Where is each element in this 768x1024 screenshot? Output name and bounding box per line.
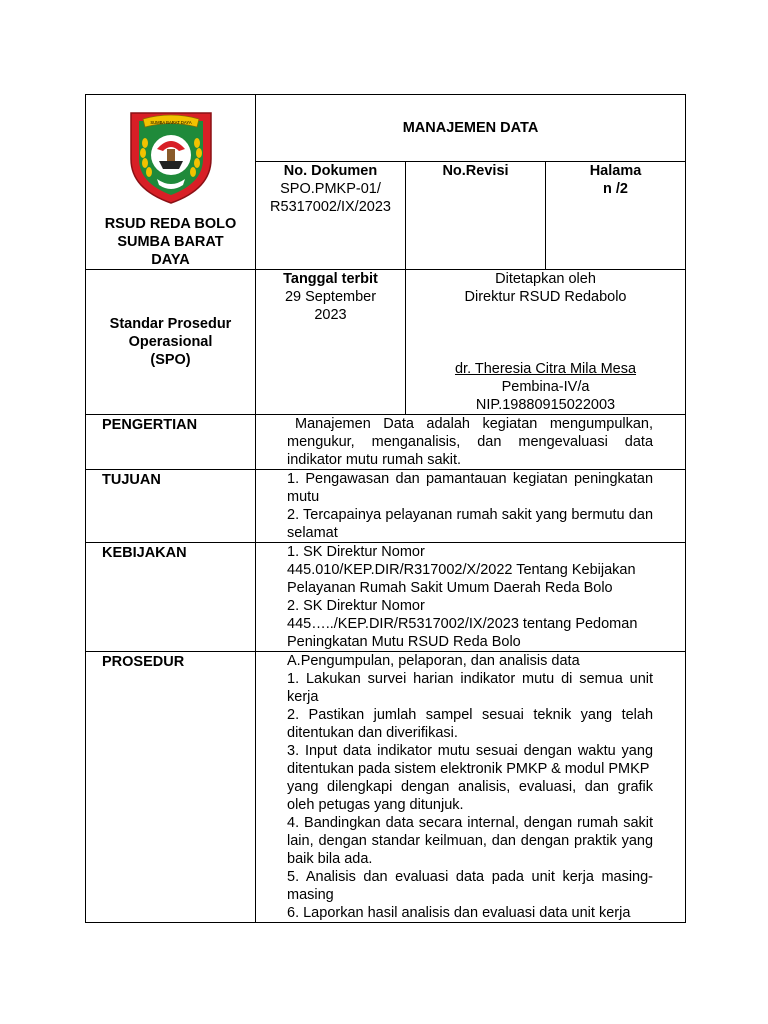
spo-document-table: [85, 94, 686, 923]
ditetapkan-line1: Ditetapkan oleh: [495, 271, 596, 287]
halaman-label-line2: n /2: [603, 181, 628, 198]
no-revisi-cell: [406, 162, 546, 270]
tanggal-terbit-value-line1: 29 September: [284, 289, 377, 305]
spo-label-cell: Standar Prosedur Operasional (SPO): [86, 270, 256, 415]
regency-coat-of-arms-icon: [123, 109, 219, 205]
logo-banner-text: SUMBA BARAT DAYA: [149, 120, 192, 125]
prosedur-label: PROSEDUR: [86, 652, 256, 923]
no-dokumen-label: No. Dokumen: [283, 163, 378, 180]
kebijakan-label: KEBIJAKAN: [86, 543, 256, 652]
pengertian-content: Manajemen Data adalah kegiatan mengumpulkan, mengukur, menganalisis, dan mengevaluasi data indikator mutu rumah sakit.: [256, 415, 686, 470]
signature-space: [406, 306, 685, 360]
tanggal-terbit-cell: [256, 270, 406, 415]
tujuan-label: TUJUAN: [86, 470, 256, 543]
pengertian-label: PENGERTIAN: [86, 415, 256, 470]
hospital-identity-cell: [86, 95, 256, 270]
prosedur-content: A.Pengumpulan, pelaporan, dan analisis data 1. Lakukan survei harian indikator mutu di semua unit kerja 2. Pastikan jumlah sampel sesuai teknik yang telah ditentukan dan diverifikasi. 3. Input data indikator mutu sesuai dengan waktu yang ditentukan pada sistem elektronik PMKP & modul PMKP yang dilengkapi dengan analisis, evaluasi, dan grafik oleh petugas yang ditunjuk. 4. Bandingkan data secara internal, dengan rumah sakit lain, dengan standar keilmuan, dan dengan praktik yang baik bila ada. 5. Analisis dan evaluasi data pada unit kerja masing-masing 6. Laporkan hasil analisis dan evaluasi data unit kerja: [256, 652, 686, 923]
director-name: dr. Theresia Citra Mila Mesa: [454, 361, 637, 377]
tujuan-content: 1. Pengawasan dan pamantauan kegiatan peningkatan mutu 2. Tercapainya pelayanan rumah sakit yang bermutu dan selamat: [256, 470, 686, 543]
halaman-cell: [546, 162, 686, 270]
halaman-label-line1: Halama: [589, 163, 642, 180]
tanggal-terbit-label: Tanggal terbit: [283, 271, 378, 287]
director-nip: NIP.19880915022003: [475, 397, 616, 413]
hospital-name: RSUD REDA BOLO SUMBA BARAT DAYA: [104, 216, 237, 268]
ditetapkan-line2: Direktur RSUD Redabolo: [464, 289, 627, 305]
tanggal-terbit-value-line2: 2023: [314, 307, 347, 323]
ditetapkan-cell: [406, 270, 686, 415]
no-dokumen-cell: [256, 162, 406, 270]
document-title: MANAJEMEN DATA: [256, 95, 686, 162]
director-rank: Pembina-IV/a: [501, 379, 590, 395]
no-dokumen-value-line1: SPO.PMKP-01/: [280, 181, 381, 198]
kebijakan-content: 1. SK Direktur Nomor 445.010/KEP.DIR/R317002/X/2022 Tentang Kebijakan Pelayanan Rumah Sakit Umum Daerah Reda Bolo 2. SK Direktur Nomor 445…../KEP.DIR/R5317002/IX/2023 tentang Pedoman Peningkatan Mutu RSUD Reda Bolo: [256, 543, 686, 652]
no-revisi-label: No.Revisi: [442, 163, 509, 180]
no-dokumen-value-line2: R5317002/IX/2023: [270, 199, 391, 216]
